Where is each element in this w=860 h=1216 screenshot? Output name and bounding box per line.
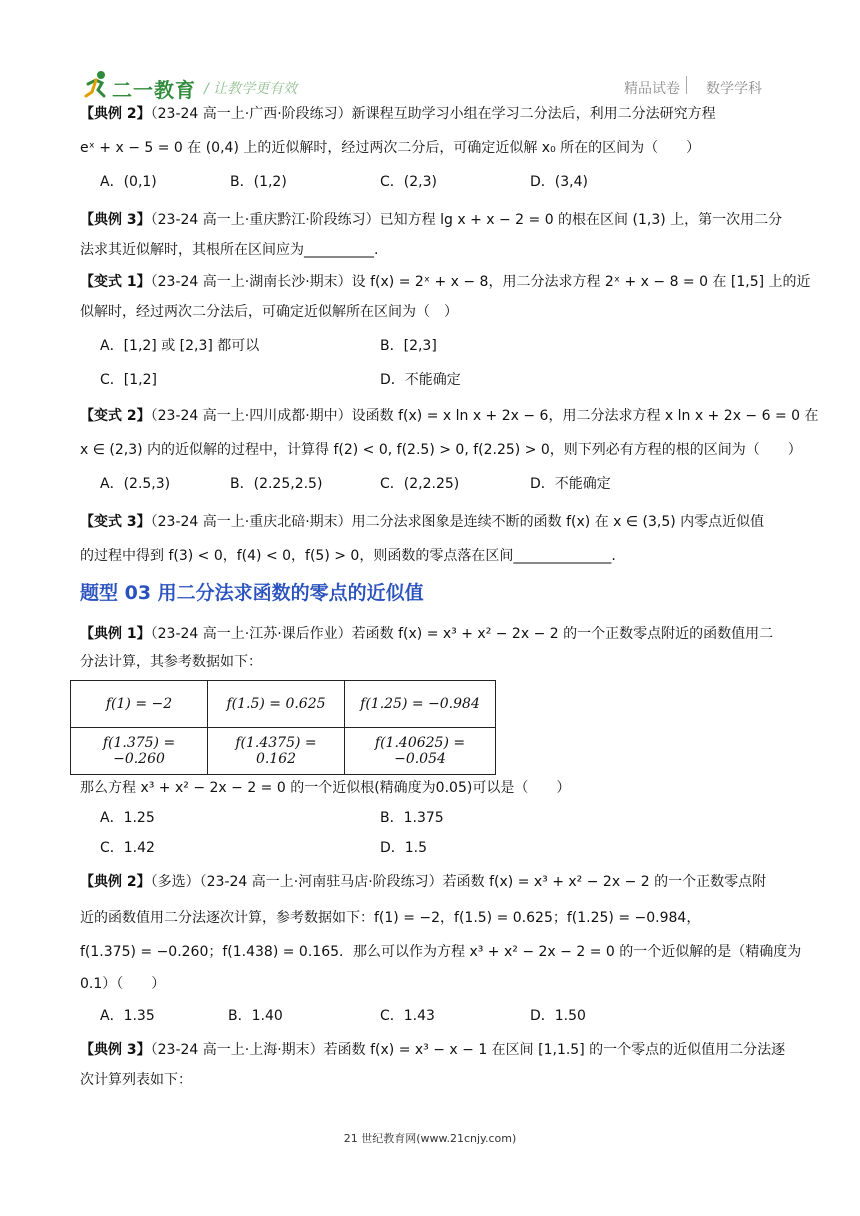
question-text: （23-24 高一上·重庆黔江·阶段练习）已知方程 lg x + x − 2 = 0 的根在区间 (1,3) 上，第一次用二分 bbox=[150, 212, 783, 228]
question-text: （23-24 高一上·广西·阶段练习）新课程互助学习小组在学习二分法后，利用二分法研究方程 bbox=[150, 106, 716, 122]
question-text-line: f(1.375) = −0.260；f(1.438) = 0.165．那么可以作为方程 x³ + x² − 2x − 2 = 0 的一个近似解的是（精确度为 bbox=[80, 944, 802, 960]
option-c: C．(2,3) bbox=[380, 174, 437, 190]
option-c: C．1.42 bbox=[100, 840, 155, 856]
runner-logo-icon bbox=[82, 70, 112, 104]
question-text: （23-24 高一上·上海·期末）若函数 f(x) = x³ − x − 1 在区间 [1,1.5] 的一个零点的近似值用二分法逐 bbox=[150, 1042, 786, 1058]
question-text-line: 0.1）（ ） bbox=[80, 976, 166, 992]
option-b: B．(2.25,2.5) bbox=[230, 476, 323, 492]
table-row bbox=[71, 728, 496, 775]
question-text: （23-24 高一上·四川成都·期中）设函数 f(x) = x ln x + 2x − 6，用二分法求方程 x ln x + 2x − 6 = 0 在 bbox=[150, 408, 819, 424]
question-block-5 bbox=[80, 512, 764, 532]
question-tag: 【典例 1】 bbox=[80, 626, 151, 642]
table-cell: f(1.25) = −0.984 bbox=[345, 681, 496, 728]
option-b: B．1.40 bbox=[228, 1008, 283, 1024]
question-text-line: eˣ + x − 5 = 0 在 (0,4) 上的近似解时，经过两次二分后，可确定近似解 x₀ 所在的区间为（ ） bbox=[80, 140, 701, 156]
question-tag: 【典例 2】 bbox=[80, 874, 151, 890]
paper-type-label: 精品试卷 bbox=[624, 81, 680, 97]
question-text-line: 的过程中得到 f(3) < 0，f(4) < 0，f(5) > 0，则函数的零点落在区间______________. bbox=[80, 548, 616, 564]
option-b: B．1.375 bbox=[380, 810, 444, 826]
option-d: D．1.5 bbox=[380, 840, 428, 856]
question-text-line: 似解时，经过两次二分法后，可确定近似解所在区间为（ ） bbox=[80, 304, 458, 320]
table-cell: f(1.375) = −0.260 bbox=[71, 728, 208, 775]
question-block-1 bbox=[80, 104, 716, 124]
option-d: D．1.50 bbox=[530, 1008, 586, 1024]
question-text: （23-24 高一上·江苏·课后作业）若函数 f(x) = x³ + x² − 2x − 2 的一个正数零点附近的函数值用二 bbox=[150, 626, 774, 642]
question-text: （多选）（23-24 高一上·河南驻马店·阶段练习）若函数 f(x) = x³ + x² − 2x − 2 的一个正数零点附 bbox=[150, 874, 767, 890]
option-c: C．(2,2.25) bbox=[380, 476, 460, 492]
table-cell: f(1.5) = 0.625 bbox=[208, 681, 345, 728]
option-a: A．(2.5,3) bbox=[100, 476, 171, 492]
option-c: C．[1,2] bbox=[100, 372, 157, 388]
option-a: A．1.35 bbox=[100, 1008, 155, 1024]
question-tag: 【典例 2】 bbox=[80, 106, 151, 122]
question-block-6 bbox=[80, 624, 773, 644]
option-a: A．[1,2] 或 [2,3] 都可以 bbox=[100, 338, 260, 354]
question-block-2 bbox=[80, 210, 782, 230]
question-tag: 【典例 3】 bbox=[80, 1042, 151, 1058]
question-block-4 bbox=[80, 406, 819, 426]
table-cell: f(1.40625) = −0.054 bbox=[345, 728, 496, 775]
table-row bbox=[71, 681, 496, 728]
option-a: A．(0,1) bbox=[100, 174, 157, 190]
brand-slogan: / 让教学更有效 bbox=[204, 81, 298, 97]
question-tag: 【变式 2】 bbox=[80, 408, 151, 424]
question-text: （23-24 高一上·湖南长沙·期末）设 f(x) = 2ˣ + x − 8，用二分法求方程 2ˣ + x − 8 = 0 在 [1,5] 上的近 bbox=[150, 274, 811, 290]
question-block-8 bbox=[80, 1040, 785, 1060]
question-block-7 bbox=[80, 872, 766, 892]
question-tag: 【典例 3】 bbox=[80, 212, 151, 228]
option-b: B．[2,3] bbox=[380, 338, 437, 354]
table-cell: f(1.4375) = 0.162 bbox=[208, 728, 345, 775]
table-cell: f(1) = −2 bbox=[71, 681, 208, 728]
option-d: D．不能确定 bbox=[530, 476, 611, 492]
question-block-3 bbox=[80, 272, 811, 292]
page-footer: 21 世纪教育网(www.21cnjy.com) bbox=[343, 1132, 517, 1145]
subject-label: 数学学科 bbox=[706, 81, 762, 97]
reference-data-table bbox=[70, 680, 496, 775]
question-text-line: 那么方程 x³ + x² − 2x − 2 = 0 的一个近似根(精确度为0.05)可以是（ ） bbox=[80, 780, 571, 796]
option-d: D．不能确定 bbox=[380, 372, 461, 388]
option-c: C．1.43 bbox=[380, 1008, 435, 1024]
section-title: 题型 03 用二分法求函数的零点的近似值 bbox=[80, 582, 424, 604]
question-tag: 【变式 1】 bbox=[80, 274, 151, 290]
question-text-line: 近的函数值用二分法逐次计算，参考数据如下：f(1) = −2，f(1.5) = 0.625；f(1.25) = −0.984， bbox=[80, 910, 701, 926]
question-text-line: 分法计算，其参考数据如下： bbox=[80, 654, 262, 670]
option-d: D．(3,4) bbox=[530, 174, 588, 190]
question-text-line: x ∈ (2,3) 内的近似解的过程中，计算得 f(2) < 0, f(2.5) > 0, f(2.25) > 0，则下列必有方程的根的区间为（ ） bbox=[80, 442, 802, 458]
question-text-line: 次计算列表如下： bbox=[80, 1072, 192, 1088]
option-b: B．(1,2) bbox=[230, 174, 287, 190]
option-a: A．1.25 bbox=[100, 810, 155, 826]
question-text-line: 法求其近似解时，其根所在区间应为__________. bbox=[80, 242, 379, 258]
brand-name: 二一教育 bbox=[112, 78, 196, 102]
question-text: （23-24 高一上·重庆北碚·期末）用二分法求图象是连续不断的函数 f(x) 在 x ∈ (3,5) 内零点近似值 bbox=[150, 514, 765, 530]
header-divider bbox=[686, 76, 687, 94]
question-tag: 【变式 3】 bbox=[80, 514, 151, 530]
